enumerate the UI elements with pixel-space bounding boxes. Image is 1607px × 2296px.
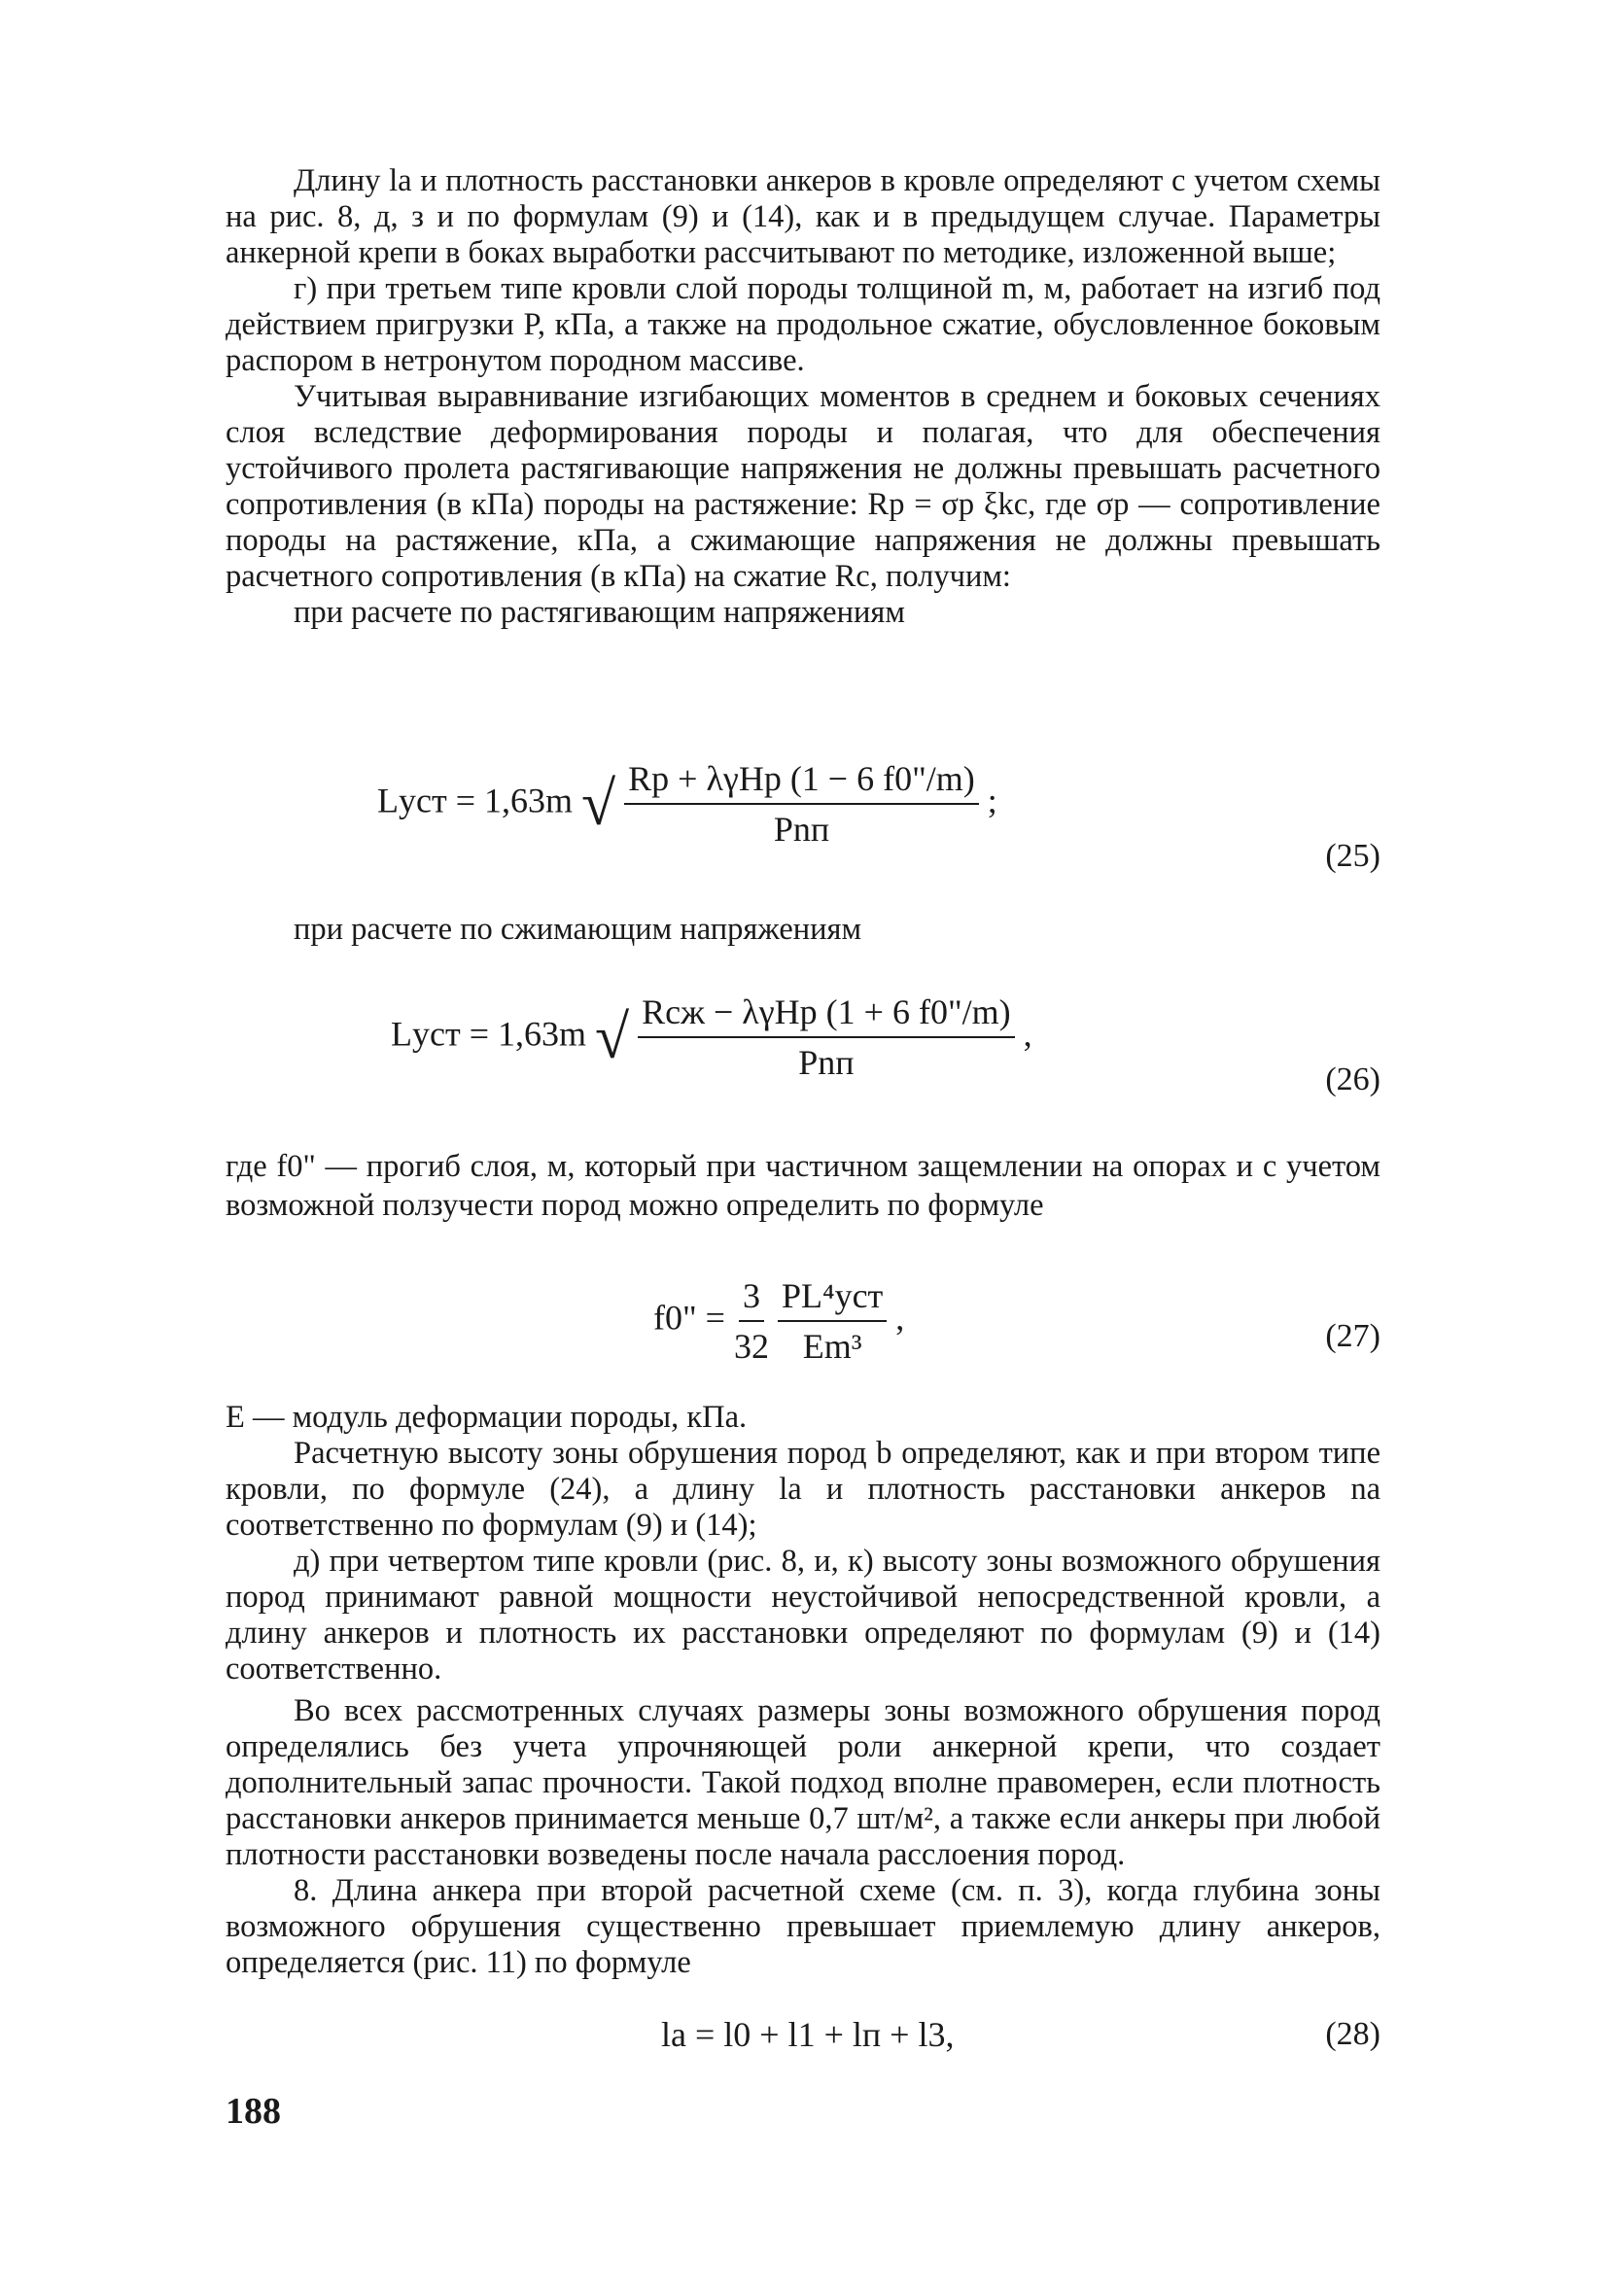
- paragraph-4: при расчете по растягивающим напряжениям: [294, 595, 905, 630]
- eq27-frac2-num: PL⁴уст: [778, 1275, 887, 1322]
- eq25-fraction: [624, 758, 979, 850]
- eq27-lhs: f0" =: [653, 1298, 725, 1338]
- eq25-denominator: Pnп: [773, 810, 830, 849]
- paragraph-5: при расчете по сжимающим напряжениям: [294, 912, 862, 947]
- text-block-bottom: [226, 1400, 1380, 1981]
- paragraph-10: Во всех рассмотренных случаях размеры зоны возможного обрушения пород определялись без учета упрочняющей роли анкерной крепи, что создает дополнительный запас прочности. Такой подход вполне правомерен, если плотность расстановки анкеров принимается меньше 0,7 шт/м², а также если анкеры при любой плотности расстановки возведены после начала расслоения пород.: [226, 1693, 1380, 1872]
- equation-25: [377, 758, 997, 850]
- eq27-fraction-2: [778, 1275, 887, 1367]
- paragraph-6: где f0" — прогиб слоя, м, который при частичном защемлении на опорах и с учетом возможной ползучести пород можно определить по формуле: [226, 1149, 1380, 1223]
- equation-26-number: (26): [1325, 1061, 1380, 1097]
- text-block-eq26-intro: [226, 912, 1380, 948]
- paragraph-1: Длину lа и плотность расстановки анкеров в кровле определяют с учетом схемы на рис. 8, д, з и по формулам (9) и (14), как и в предыдущем случае. Параметры анкерной крепи в боках выработки рассчитывают по методике, изложенной выше;: [226, 163, 1380, 270]
- paragraph-9: д) при четвертом типе кровли (рис. 8, и, к) высоту зоны возможного обрушения пород принимают равной мощности неустойчивой непосредственной кровли, а длину анкеров и плотность их расстановки определяют по формулам (9) и (14) соответственно.: [226, 1544, 1380, 1687]
- paragraph-3: Учитывая выравнивание изгибающих моментов в среднем и боковых сечениях слоя вследствие деформирования породы и полагая, что для обеспечения устойчивого пролета растягивающие напряжения не должны превышать расчетного сопротивления (в кПа) породы на растяжение: Rр = σр ξkс, где σр — сопротивление породы на растяжение, кПа, а сжимающие напряжения не должны превышать расчетного сопротивления (в кПа) на сжатие Rс, получим:: [226, 379, 1380, 594]
- equation-28: lа = l0 + l1 + lп + l3,: [661, 2015, 955, 2054]
- eq25-lhs: Lуст = 1,63m: [377, 781, 574, 820]
- eq27-tail: ,: [895, 1298, 905, 1338]
- text-block-top: [226, 163, 1380, 631]
- paragraph-11: 8. Длина анкера при второй расчетной схеме (см. п. 3), когда глубина зоны возможного обрушения существенно превышает приемлемую длину анкеров, определяется (рис. 11) по формуле: [226, 1873, 1380, 1980]
- eq26-tail: ,: [1023, 1014, 1032, 1054]
- sqrt-sign: √: [581, 769, 616, 838]
- eq25-numerator: Rр + λγHр (1 − 6 f0"/m): [624, 758, 979, 805]
- page-number: 188: [226, 2091, 281, 2132]
- paragraph-7: E — модуль деформации породы, кПа.: [226, 1400, 748, 1435]
- equation-28-number: (28): [1325, 2016, 1380, 2052]
- eq27-frac1-den: 32: [734, 1327, 769, 1366]
- eq27-fraction-1: [734, 1275, 769, 1367]
- equation-27-number: (27): [1325, 1318, 1380, 1354]
- equation-27: [653, 1275, 904, 1367]
- paragraph-2: г) при третьем типе кровли слой породы толщиной m, м, работает на изгиб под действием пригрузки P, кПа, а также на продольное сжатие, обусловленное боковым распором в нетронутом породном массиве.: [226, 271, 1380, 378]
- text-block-deflection: [226, 1147, 1380, 1225]
- sqrt-sign: √: [595, 1002, 630, 1071]
- eq27-frac1-num: 3: [739, 1275, 764, 1322]
- eq26-denominator: Pnп: [798, 1043, 855, 1082]
- paragraph-8: Расчетную высоту зоны обрушения пород b определяют, как и при втором типе кровли, по формуле (24), а длину lа и плотность расстановки анкеров nа соответственно по формулам (9) и (14);: [226, 1436, 1380, 1543]
- eq27-frac2-den: Em³: [802, 1327, 862, 1366]
- eq26-numerator: Rсж − λγHр (1 + 6 f0"/m): [638, 991, 1015, 1038]
- equation-26: [391, 991, 1032, 1083]
- eq26-lhs: Lуст = 1,63m: [391, 1014, 587, 1054]
- eq25-tail: ;: [987, 781, 997, 820]
- equation-25-number: (25): [1325, 838, 1380, 874]
- eq26-fraction: [638, 991, 1015, 1083]
